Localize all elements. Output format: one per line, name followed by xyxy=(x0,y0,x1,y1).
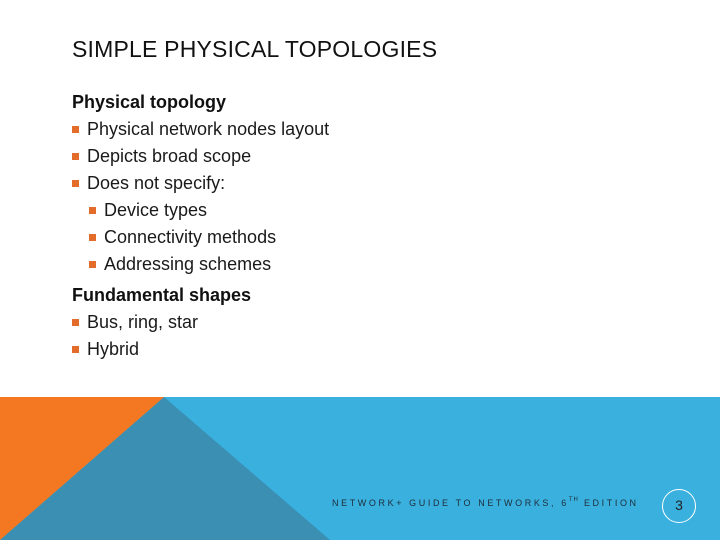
bullet-text: Depicts broad scope xyxy=(87,146,252,166)
footer-suffix: EDITION xyxy=(578,498,639,508)
bullet-item xyxy=(72,309,632,336)
slide-title: SIMPLE PHYSICAL TOPOLOGIES xyxy=(72,36,438,62)
footer-decoration xyxy=(0,397,720,540)
footer-title: NETWORK+ GUIDE TO NETWORKS, 6 xyxy=(332,498,569,508)
square-bullet-icon xyxy=(89,234,96,241)
square-bullet-icon xyxy=(89,261,96,268)
sub-bullet-item xyxy=(89,224,632,251)
page-number: 3 xyxy=(662,489,696,523)
square-bullet-icon xyxy=(72,346,79,353)
sub-bullet-item xyxy=(89,251,632,278)
bullet-item xyxy=(72,143,632,170)
square-bullet-icon xyxy=(72,153,79,160)
bullet-text: Hybrid xyxy=(87,339,140,359)
square-bullet-icon xyxy=(72,319,79,326)
bullet-item xyxy=(72,336,632,363)
section-heading-physical-topology: Physical topology xyxy=(72,92,227,112)
sub-bullet-text: Connectivity methods xyxy=(104,227,277,247)
footer-text xyxy=(332,498,639,508)
square-bullet-icon xyxy=(72,180,79,187)
sub-bullet-text: Device types xyxy=(104,200,208,220)
section-heading-fundamental-shapes: Fundamental shapes xyxy=(72,285,252,305)
square-bullet-icon xyxy=(89,207,96,214)
bullet-item xyxy=(72,116,632,143)
bullet-text: Physical network nodes layout xyxy=(87,119,330,139)
bullet-item xyxy=(72,170,632,197)
bullet-text: Bus, ring, star xyxy=(87,312,199,332)
sub-bullet-item xyxy=(89,197,632,224)
sub-bullet-text: Addressing schemes xyxy=(104,254,272,274)
footer-superscript: TH xyxy=(568,497,579,503)
bullet-text: Does not specify: xyxy=(87,173,226,193)
square-bullet-icon xyxy=(72,126,79,133)
slide-body xyxy=(72,89,632,363)
